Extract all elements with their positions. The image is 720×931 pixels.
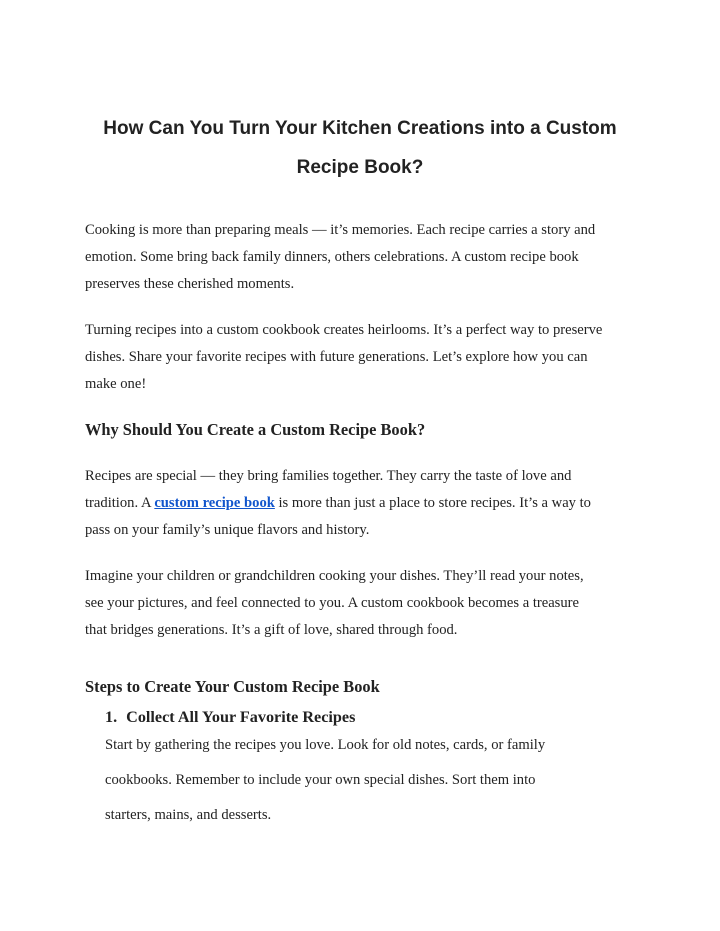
section-heading-why: Why Should You Create a Custom Recipe Book?	[85, 420, 426, 439]
page-title-line-1: How Can You Turn Your Kitchen Creations into a Custom	[103, 118, 617, 139]
text-line: pass on your family’s unique flavors and history.	[85, 522, 370, 538]
text-line: Cooking is more than preparing meals — it’s memories. Each recipe carries a story and	[85, 222, 596, 238]
intro-paragraph-2	[85, 317, 650, 398]
step-1-heading	[105, 709, 355, 725]
text-line: preserves these cherished moments.	[85, 276, 295, 292]
why-paragraph-2	[85, 563, 650, 644]
section-heading-steps: Steps to Create Your Custom Recipe Book	[85, 677, 380, 696]
text-fragment: tradition. A	[85, 495, 155, 511]
intro-paragraph-1	[85, 217, 650, 298]
text-line: make one!	[85, 376, 147, 392]
step-number: 1.	[105, 708, 118, 726]
text-line: see your pictures, and feel connected to you. A custom cookbook becomes a treasure	[85, 595, 579, 611]
text-line: cookbooks. Remember to include your own special dishes. Sort them into	[105, 772, 536, 788]
text-line: dishes. Share your favorite recipes with future generations. Let’s explore how you can	[85, 349, 588, 365]
custom-recipe-book-link[interactable]: custom recipe book	[154, 495, 275, 511]
text-line: Recipes are special — they bring families together. They carry the taste of love and	[85, 468, 572, 484]
why-paragraph-1	[85, 463, 650, 544]
page-title-line-2: Recipe Book?	[296, 157, 424, 178]
step-title: Collect All Your Favorite Recipes	[126, 708, 356, 726]
text-line: emotion. Some bring back family dinners, others celebrations. A custom recipe book	[85, 249, 579, 265]
step-1-paragraph	[105, 728, 650, 833]
text-line: Imagine your children or grandchildren cooking your dishes. They’ll read your notes,	[85, 568, 584, 584]
text-line: that bridges generations. It’s a gift of love, shared through food.	[85, 622, 458, 638]
text-line: Turning recipes into a custom cookbook creates heirlooms. It’s a perfect way to preserve	[85, 322, 603, 338]
text-line: Start by gathering the recipes you love. Look for old notes, cards, or family	[105, 737, 546, 753]
text-fragment: is more than just a place to store recipes. It’s a way to	[274, 495, 591, 511]
text-line: starters, mains, and desserts.	[105, 807, 272, 823]
